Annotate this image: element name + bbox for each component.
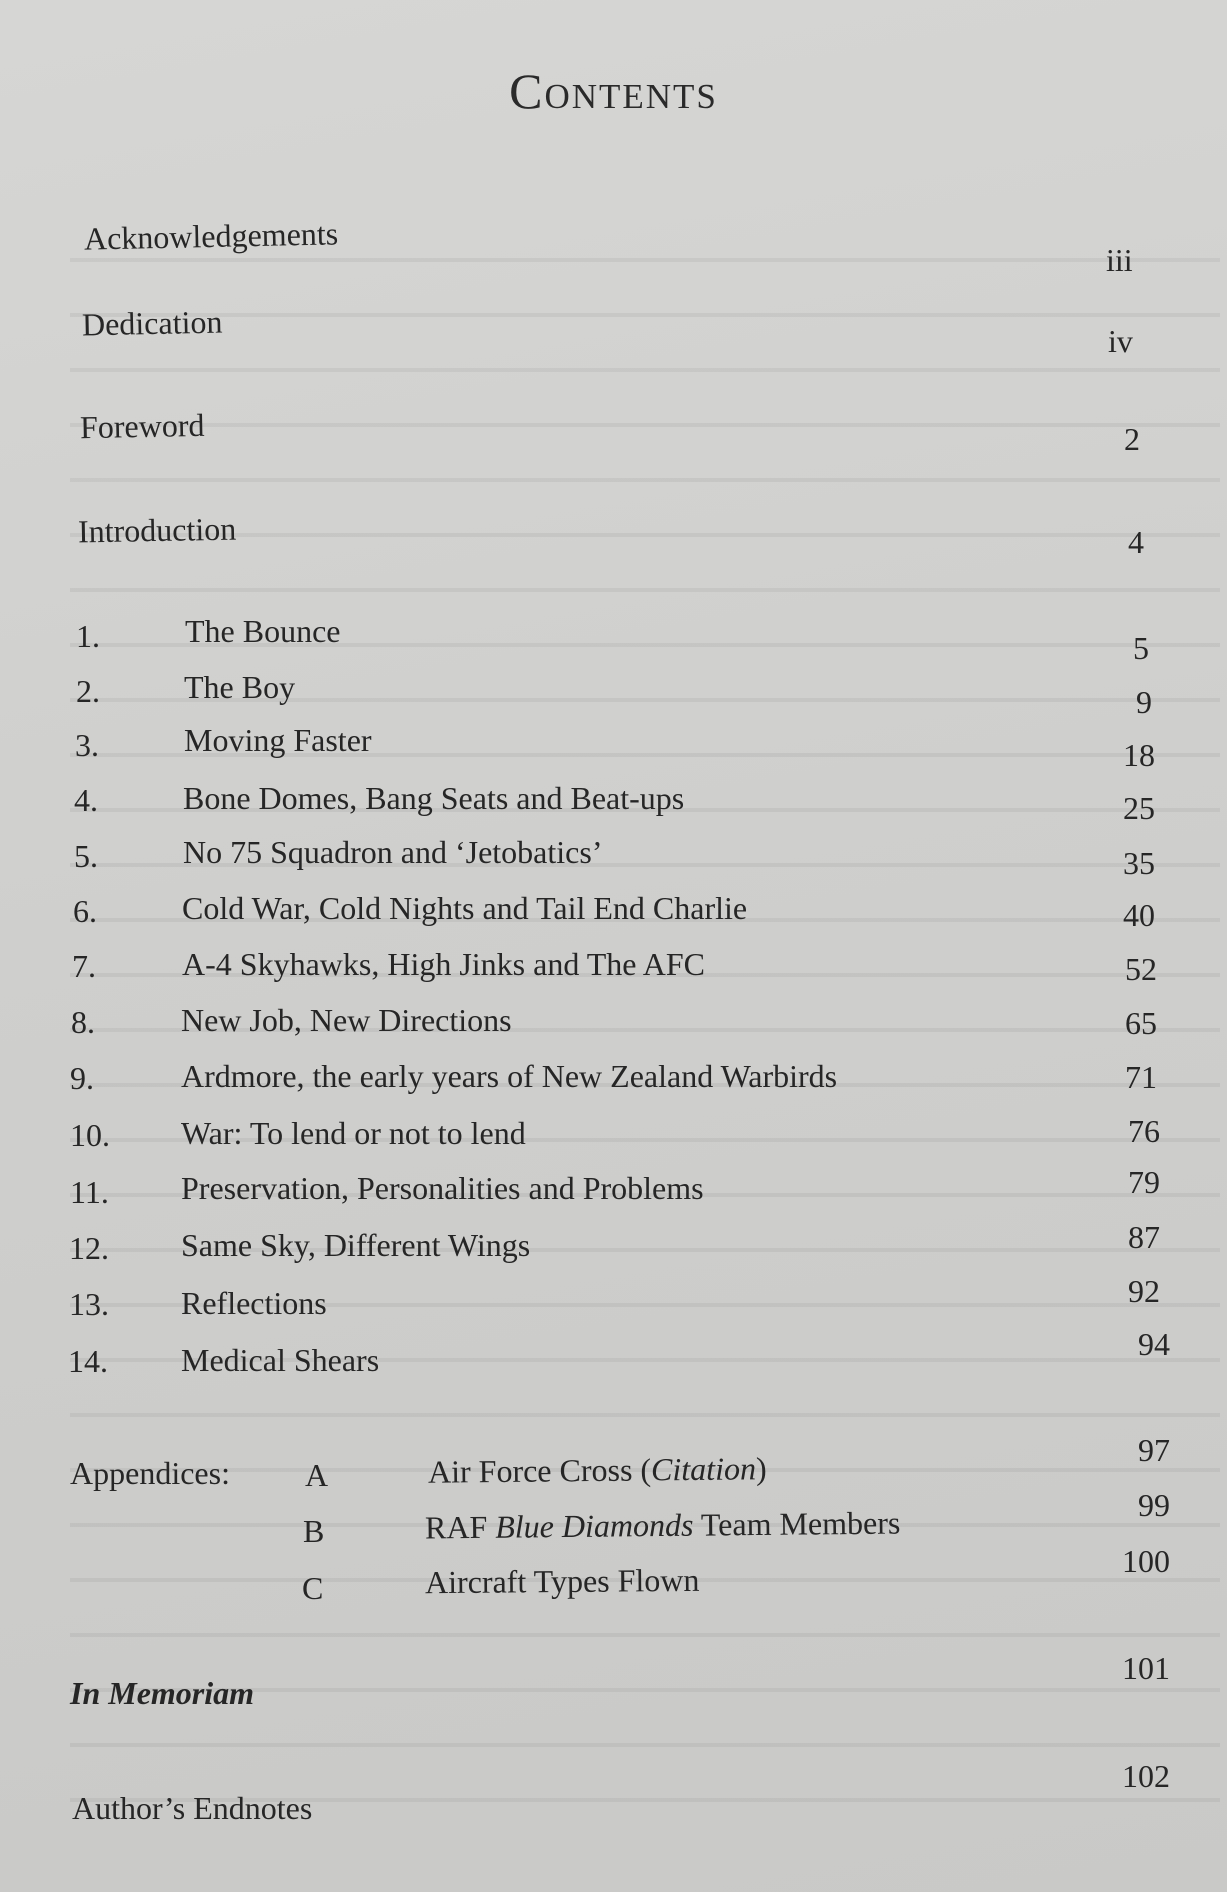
page-number: 5 <box>1133 630 1149 666</box>
in-memoriam-entry: In Memoriam <box>70 1675 255 1711</box>
appendix-letter: A <box>305 1457 329 1493</box>
page-number: 65 <box>1125 1005 1157 1041</box>
chapter-number: 5. <box>74 838 98 874</box>
chapter-number: 14. <box>68 1343 108 1379</box>
page-number: iii <box>1106 242 1133 278</box>
page-number: 9 <box>1136 684 1152 720</box>
chapter-title: Bone Domes, Bang Seats and Beat-ups <box>183 780 685 816</box>
front-matter-item <box>80 407 205 446</box>
chapter-number: 2. <box>76 673 100 709</box>
page-number: 40 <box>1123 897 1155 933</box>
page-number: 92 <box>1128 1273 1160 1309</box>
appendix-letter: C <box>302 1570 324 1606</box>
appendix-title: Air Force Cross (Citation) <box>427 1450 767 1490</box>
chapter-title: Preservation, Personalities and Problems <box>181 1170 704 1206</box>
chapter-number: 12. <box>69 1230 109 1266</box>
endnotes-entry: Author’s Endnotes <box>72 1790 313 1826</box>
chapter-title: A-4 Skyhawks, High Jinks and The AFC <box>182 946 705 982</box>
front-matter-item <box>82 304 223 344</box>
page-title: Contents <box>509 63 718 119</box>
chapter-number: 8. <box>71 1004 95 1040</box>
chapter-number: 1. <box>76 618 100 654</box>
entry-label: Introduction <box>77 510 237 550</box>
chapter-number: 7. <box>72 948 96 984</box>
page-number: iv <box>1108 323 1133 359</box>
page-number: 101 <box>1122 1650 1170 1686</box>
appendices-heading: Appendices: <box>70 1455 230 1491</box>
chapter-title: New Job, New Directions <box>181 1002 512 1038</box>
chapter-number: 9. <box>70 1060 94 1096</box>
chapter-number: 4. <box>74 782 98 818</box>
page-number: 87 <box>1128 1219 1160 1255</box>
page-number: 2 <box>1124 421 1140 457</box>
chapter-title: Same Sky, Different Wings <box>181 1227 531 1263</box>
entry-label: Dedication <box>81 303 223 343</box>
page-number: 76 <box>1128 1113 1160 1149</box>
chapter-number: 10. <box>70 1117 110 1153</box>
chapter-title: The Boy <box>184 669 296 705</box>
chapter-title: Moving Faster <box>184 722 372 758</box>
appendix-letter: B <box>303 1513 325 1549</box>
page-number: 4 <box>1128 524 1144 560</box>
chapter-title: Cold War, Cold Nights and Tail End Charlie <box>182 890 748 926</box>
chapter-number: 6. <box>73 893 97 929</box>
entry-label: Foreword <box>79 406 205 446</box>
chapter-number: 11. <box>70 1174 109 1210</box>
chapter-number: 3. <box>75 727 99 763</box>
page-number: 102 <box>1122 1758 1170 1794</box>
chapter-number: 13. <box>69 1286 109 1322</box>
page-number: 35 <box>1123 845 1155 881</box>
entry-label: Acknowledgements <box>83 215 339 257</box>
chapter-title: The Bounce <box>185 613 341 649</box>
appendix-title: Aircraft Types Flown <box>424 1561 700 1601</box>
chapter-title: Ardmore, the early years of New Zealand Warbirds <box>181 1058 838 1094</box>
page-number: 99 <box>1138 1487 1170 1523</box>
page-number: 25 <box>1123 790 1155 826</box>
chapter-title: War: To lend or not to lend <box>181 1115 526 1151</box>
chapter-title: Medical Shears <box>181 1342 380 1378</box>
front-matter-item <box>84 215 339 257</box>
front-matter-item <box>78 511 237 551</box>
page-number: 97 <box>1138 1432 1170 1468</box>
chapter-title: Reflections <box>181 1285 327 1321</box>
page-number: 79 <box>1128 1164 1160 1200</box>
appendix-title: RAF Blue Diamonds Team Members <box>424 1504 901 1546</box>
page-number: 94 <box>1138 1326 1170 1362</box>
chapter-title: No 75 Squadron and ‘Jetobatics’ <box>183 834 603 870</box>
page-number: 71 <box>1125 1059 1157 1095</box>
page-number: 18 <box>1123 737 1155 773</box>
page-number: 52 <box>1125 951 1157 987</box>
page-number: 100 <box>1122 1543 1170 1579</box>
